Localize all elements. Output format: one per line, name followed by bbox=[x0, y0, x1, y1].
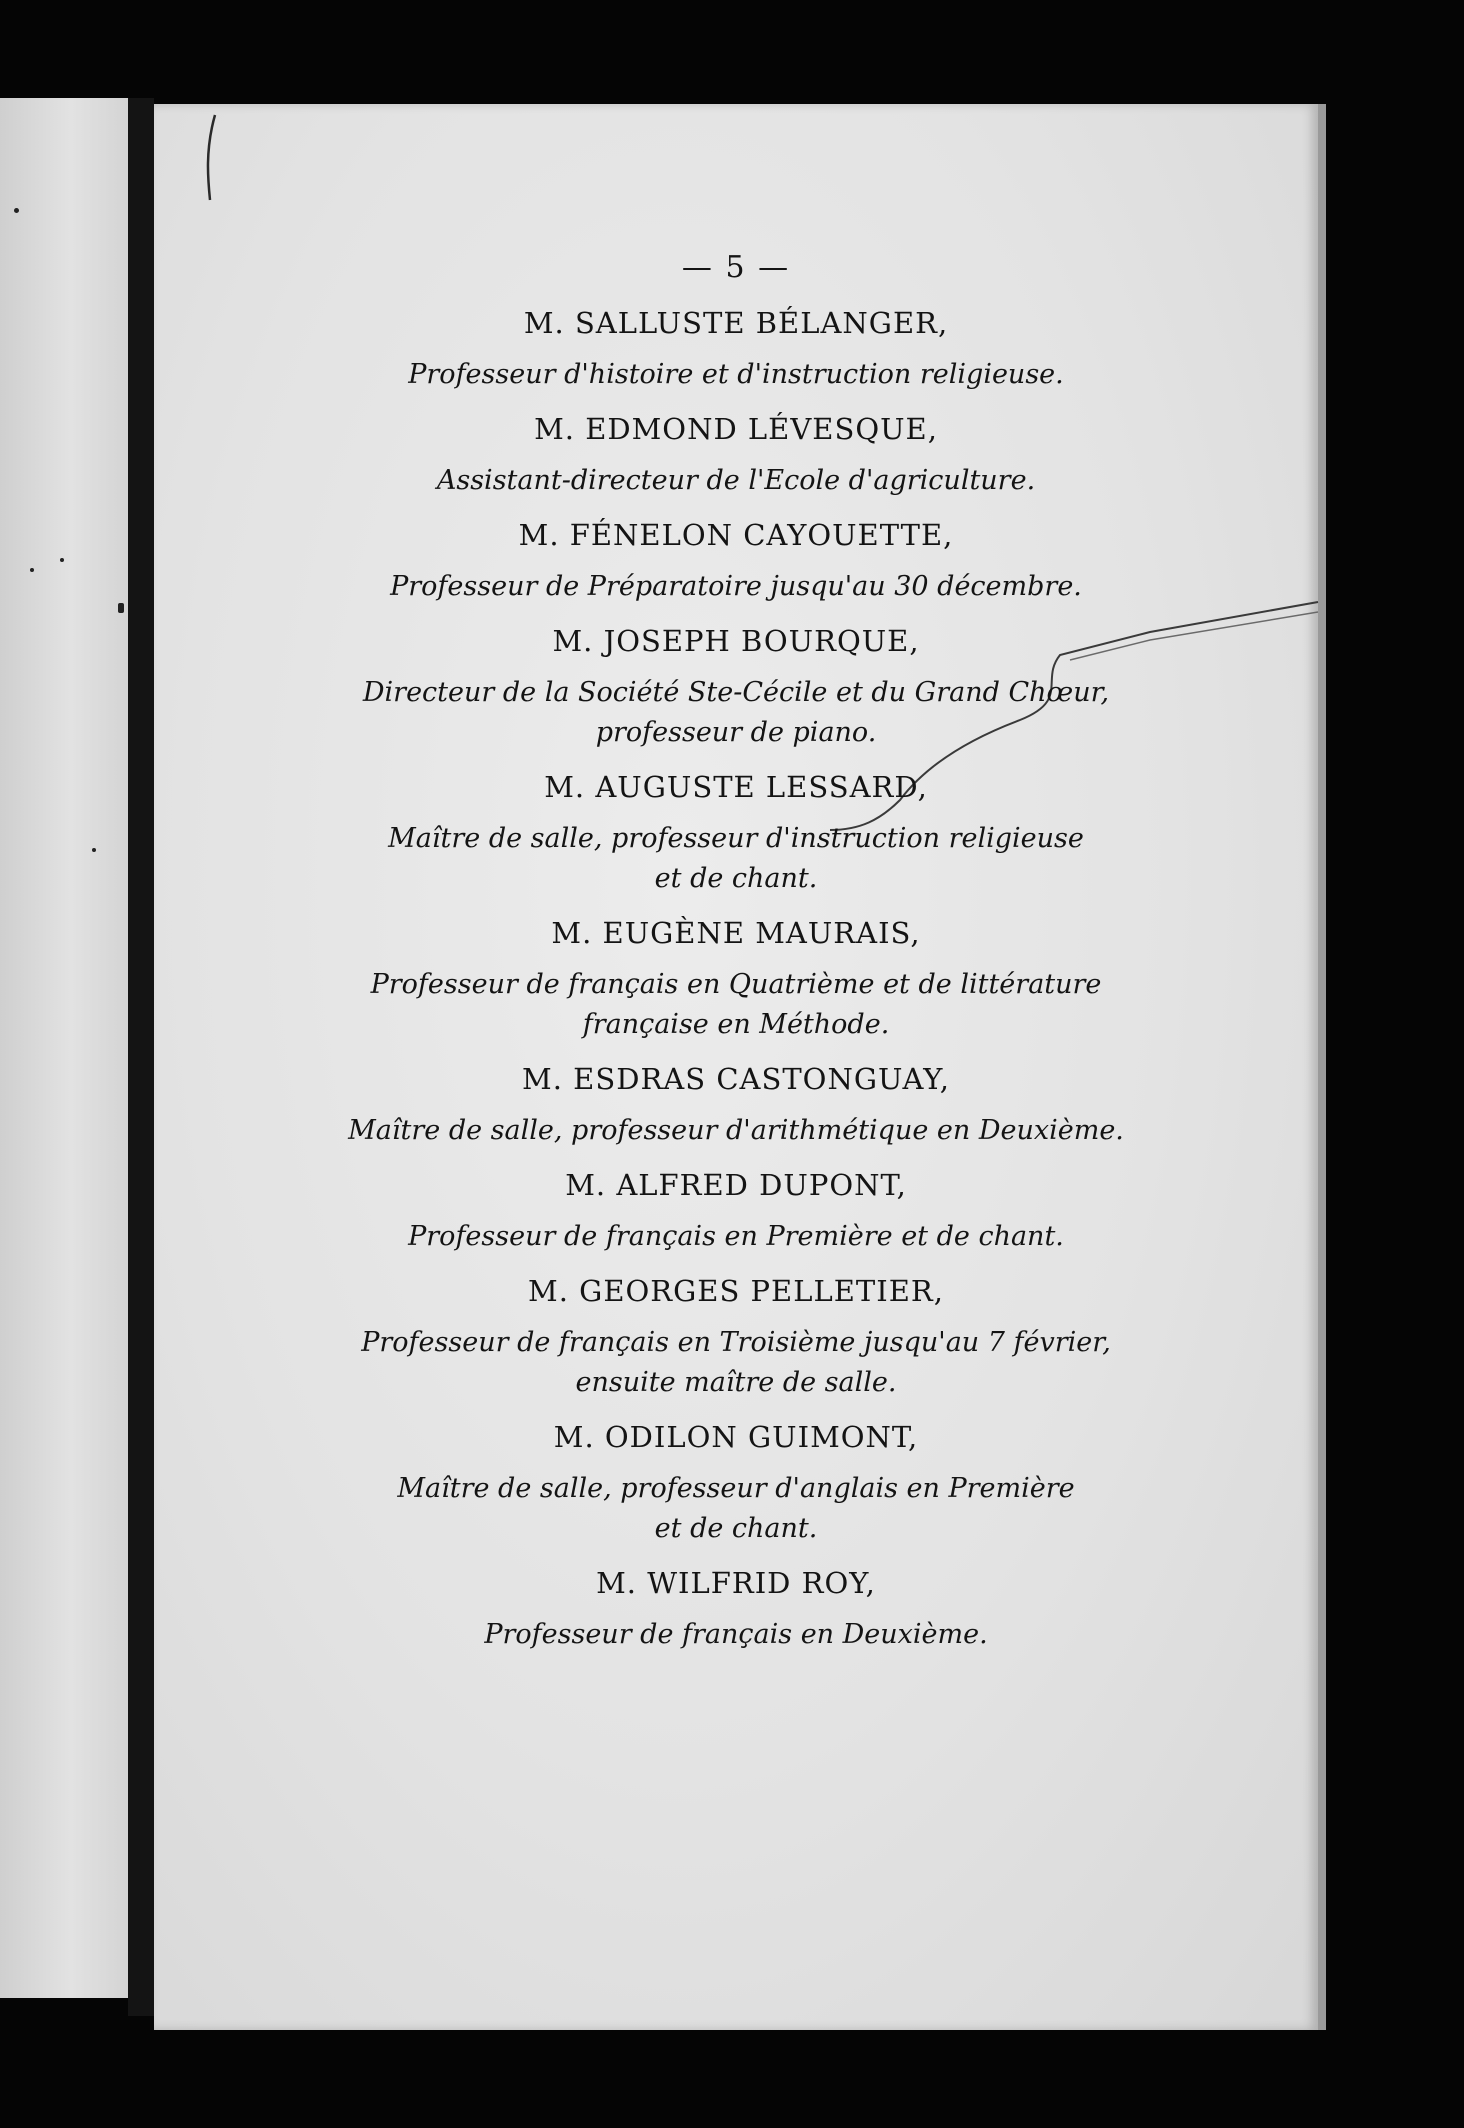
staff-name: M. EDMOND LÉVESQUE, bbox=[534, 412, 938, 446]
staff-name: M. ESDRAS CASTONGUAY, bbox=[522, 1062, 950, 1096]
staff-name: M. ODILON GUIMONT, bbox=[553, 1420, 919, 1454]
page-number: — 5 — bbox=[681, 250, 791, 285]
staff-entry bbox=[154, 1411, 1318, 1549]
staff-name: M. ALFRED DUPONT, bbox=[565, 1168, 907, 1202]
staff-name: M. FÉNELON CAYOUETTE, bbox=[518, 518, 954, 552]
staff-role: Professeur de français en Deuxième. bbox=[484, 1619, 988, 1650]
staff-name: M. AUGUSTE LESSARD, bbox=[544, 770, 928, 804]
page-right-edge bbox=[1318, 104, 1326, 2030]
staff-entry bbox=[154, 403, 1318, 501]
staff-entry bbox=[154, 1159, 1318, 1257]
staff-entry bbox=[154, 297, 1318, 395]
staff-list bbox=[154, 250, 1318, 1663]
staff-role: Professeur de français en Troisième jusqu'au 7 février, ensuite maître de salle. bbox=[361, 1327, 1111, 1398]
staff-name: M. WILFRID ROY, bbox=[596, 1566, 876, 1600]
staff-role: Professeur de français en Quatrième et de littérature française en Méthode. bbox=[370, 969, 1102, 1040]
staff-role: Maître de salle, professeur d'anglais en Première et de chant. bbox=[397, 1473, 1075, 1544]
staff-role: Maître de salle, professeur d'arithmétique en Deuxième. bbox=[348, 1115, 1124, 1146]
staff-name: M. GEORGES PELLETIER, bbox=[528, 1274, 944, 1308]
staff-entry bbox=[154, 1557, 1318, 1655]
staff-role: Professeur de Préparatoire jusqu'au 30 décembre. bbox=[390, 571, 1082, 602]
binding-gutter bbox=[128, 98, 154, 2016]
staff-role: Maître de salle, professeur d'instruction religieuse et de chant. bbox=[388, 823, 1084, 894]
staff-entry bbox=[154, 509, 1318, 607]
staff-name: M. JOSEPH BOURQUE, bbox=[552, 624, 920, 658]
staff-role: Professeur d'histoire et d'instruction religieuse. bbox=[408, 359, 1064, 390]
staff-name: M. SALLUSTE BÉLANGER, bbox=[523, 306, 949, 340]
staff-entry bbox=[154, 907, 1318, 1045]
staff-role: Assistant-directeur de l'Ecole d'agriculture. bbox=[436, 465, 1036, 496]
staff-entry bbox=[154, 1053, 1318, 1151]
staff-role: Professeur de français en Première et de chant. bbox=[408, 1221, 1064, 1252]
staff-role: Directeur de la Société Ste-Cécile et du Grand Chœur, professeur de piano. bbox=[362, 677, 1110, 748]
staff-entry bbox=[154, 615, 1318, 753]
staff-entry bbox=[154, 1265, 1318, 1403]
staff-entry bbox=[154, 761, 1318, 899]
staff-name: M. EUGÈNE MAURAIS, bbox=[551, 916, 921, 950]
adjacent-page-edge bbox=[0, 98, 128, 1998]
